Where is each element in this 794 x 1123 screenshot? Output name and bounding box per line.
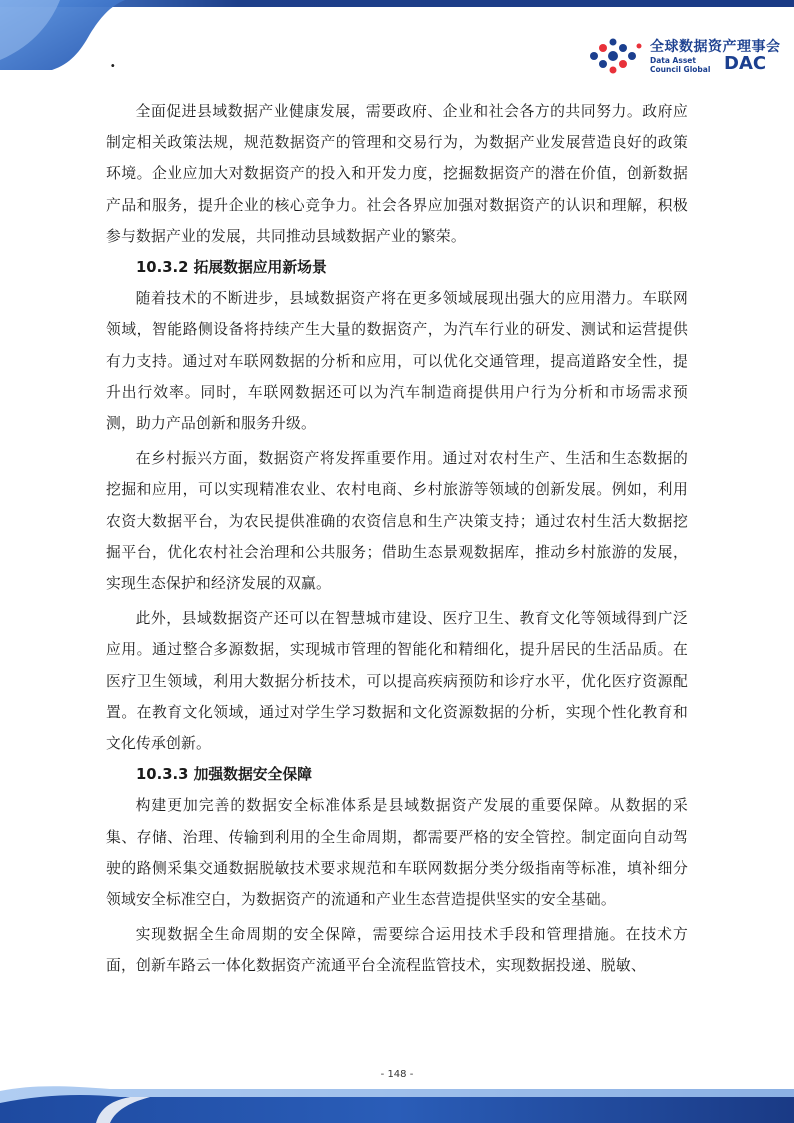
- dac-logo: [586, 34, 786, 80]
- section-heading-10-3-2: 10.3.2 拓展数据应用新场景: [136, 259, 327, 277]
- paragraph-4: 此外，县域数据资产还可以在智慧城市建设、医疗卫生、教育文化等领域得到广泛应用。通过整合多源数据，实现城市管理的智能化和精细化，提升居民的生活品质。在医疗卫生领域，利用大数据分析技术，可以提高疾病预防和诊疗水平，优化医疗资源配置。在教育文化领域，通过对学生学习数据和文化资源数据的分析，实现个性化教育和文化传承创新。: [106, 610, 688, 753]
- header-swoosh: [0, 0, 140, 70]
- logo-name-cn: 全球数据资产理事会: [650, 39, 781, 55]
- logo-name-en-line1: Data Asset: [650, 56, 696, 65]
- page-number: - 148 -: [380, 1069, 414, 1080]
- section-heading-10-3-3: 10.3.3 加强数据安全保障: [136, 766, 312, 784]
- paragraph-1: 全面促进县域数据产业健康发展，需要政府、企业和社会各方的共同努力。政府应制定相关政策法规，规范数据资产的管理和交易行为，为数据产业发展营造良好的政策环境。企业应加大对数据资产的投入和开发力度，挖掘数据资产的潜在价值，创新数据产品和服务，提升企业的核心竞争力。社会各界应加强对数据资产的认识和理解，积极参与数据产业的发展，共同推动县域数据产业的繁荣。: [106, 103, 688, 245]
- paragraph-5: 构建更加完善的数据安全标准体系是县域数据资产发展的重要保障。从数据的采集、存储、治理、传输到利用的全生命周期，都需要严格的安全管控。制定面向自动驾驶的路侧采集交通数据脱敏技术要求规范和车联网数据分类分级指南等标准，填补细分领域安全标准空白，为数据资产的流通和产业生态营造提供坚实的安全基础。: [106, 797, 688, 909]
- paragraph-2: 随着技术的不断进步，县域数据资产将在更多领域展现出强大的应用潜力。车联网领域，智能路侧设备将持续产生大量的数据资产，为汽车行业的研发、测试和运营提供有力支持。通过对车联网数据的分析和应用，可以优化交通管理，提高道路安全性，提升出行效率。同时，车联网数据还可以为汽车制造商提供用户行为分析和市场需求预测，助力产品创新和服务升级。: [106, 290, 688, 433]
- header-marker: ·: [110, 56, 116, 75]
- paragraph-3: 在乡村振兴方面，数据资产将发挥重要作用。通过对农村生产、生活和生态数据的挖掘和应用，可以实现精准农业、农村电商、乡村旅游等领域的创新发展。例如，利用农资大数据平台，为农民提供准确的农资信息和生产决策支持；通过农村生活大数据挖掘平台，优化农村社会治理和公共服务；借助生态景观数据库，推动乡村旅游的发展，实现生态保护和经济发展的双赢。: [106, 450, 688, 593]
- paragraph-6: 实现数据全生命周期的安全保障，需要综合运用技术手段和管理措施。在技术方面，创新车路云一体化数据资产流通平台全流程监管技术，实现数据投递、脱敏、: [106, 926, 688, 975]
- logo-name-en-line2: Council Global: [650, 65, 711, 74]
- document-body: [106, 96, 688, 982]
- logo-abbr: DAC: [724, 53, 767, 74]
- footer-band: [0, 1085, 794, 1123]
- logo-dots-icon: [586, 34, 646, 80]
